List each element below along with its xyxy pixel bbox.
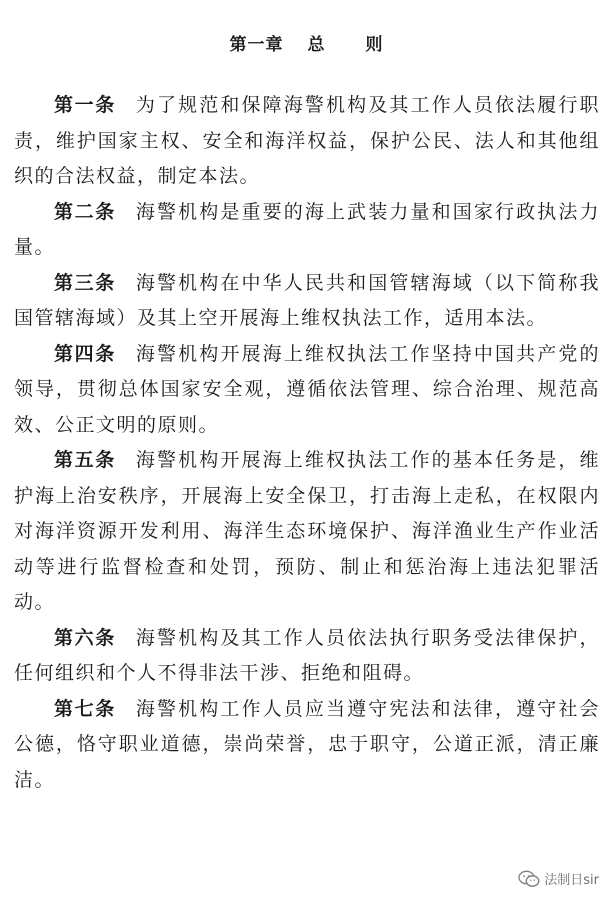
watermark-text: 法制日sir: [544, 873, 599, 888]
article-7: [14, 692, 600, 799]
article-label: 第二条: [54, 200, 116, 223]
article-2: [14, 195, 600, 266]
watermark: [518, 869, 599, 888]
article-3: [14, 266, 600, 337]
article-text: 为了规范和保障海警机构及其工作人员依法履行职责，维护国家主权、安全和海洋权益，保护公民、法人和其他组织的合法权益，制定本法。: [14, 94, 600, 187]
article-text: 海警机构开展海上维权执法工作的基本任务是，维护海上治安秩序，开展海上安全保卫，打击海上走私，在权限内对海洋资源开发利用、海洋生态环境保护、海洋渔业生产作业活动等进行监督检查和处罚，预防、制止和惩治海上违法犯罪活动。: [14, 449, 600, 613]
article-label: 第七条: [54, 697, 116, 720]
chapter-number: 第一章: [229, 35, 284, 55]
wechat-icon: [518, 870, 540, 888]
article-label: 第五条: [54, 449, 116, 471]
article-text: 海警机构在中华人民共和国管辖海域（以下简称我国管辖海域）及其上空开展海上维权执法工作，适用本法。: [14, 271, 600, 329]
chapter-title: [0, 30, 613, 55]
article-label: 第六条: [54, 626, 116, 649]
chapter-name-char-1: 总: [307, 35, 326, 55]
article-list: [14, 88, 600, 798]
article-6: [14, 621, 600, 692]
chapter-name-char-2: 则: [365, 35, 384, 55]
article-label: 第一条: [54, 94, 116, 116]
article-text: 海警机构及其工作人员依法执行职务受法律保护，任何组织和个人不得非法干涉、拒绝和阻碍。: [14, 626, 600, 684]
article-text: 海警机构是重要的海上武装力量和国家行政执法力量。: [14, 200, 600, 258]
article-text: 海警机构开展海上维权执法工作坚持中国共产党的领导，贯彻总体国家安全观，遵循依法管理、综合治理、规范高效、公正文明的原则。: [14, 342, 600, 436]
article-label: 第三条: [54, 271, 116, 294]
article-4: [14, 337, 600, 444]
article-label: 第四条: [54, 342, 116, 365]
article-5: [14, 443, 600, 621]
article-text: 海警机构工作人员应当遵守宪法和法律，遵守社会公德，恪守职业道德，崇尚荣誉，忠于职守，公道正派，清正廉洁。: [14, 697, 600, 791]
article-1: [14, 88, 600, 195]
